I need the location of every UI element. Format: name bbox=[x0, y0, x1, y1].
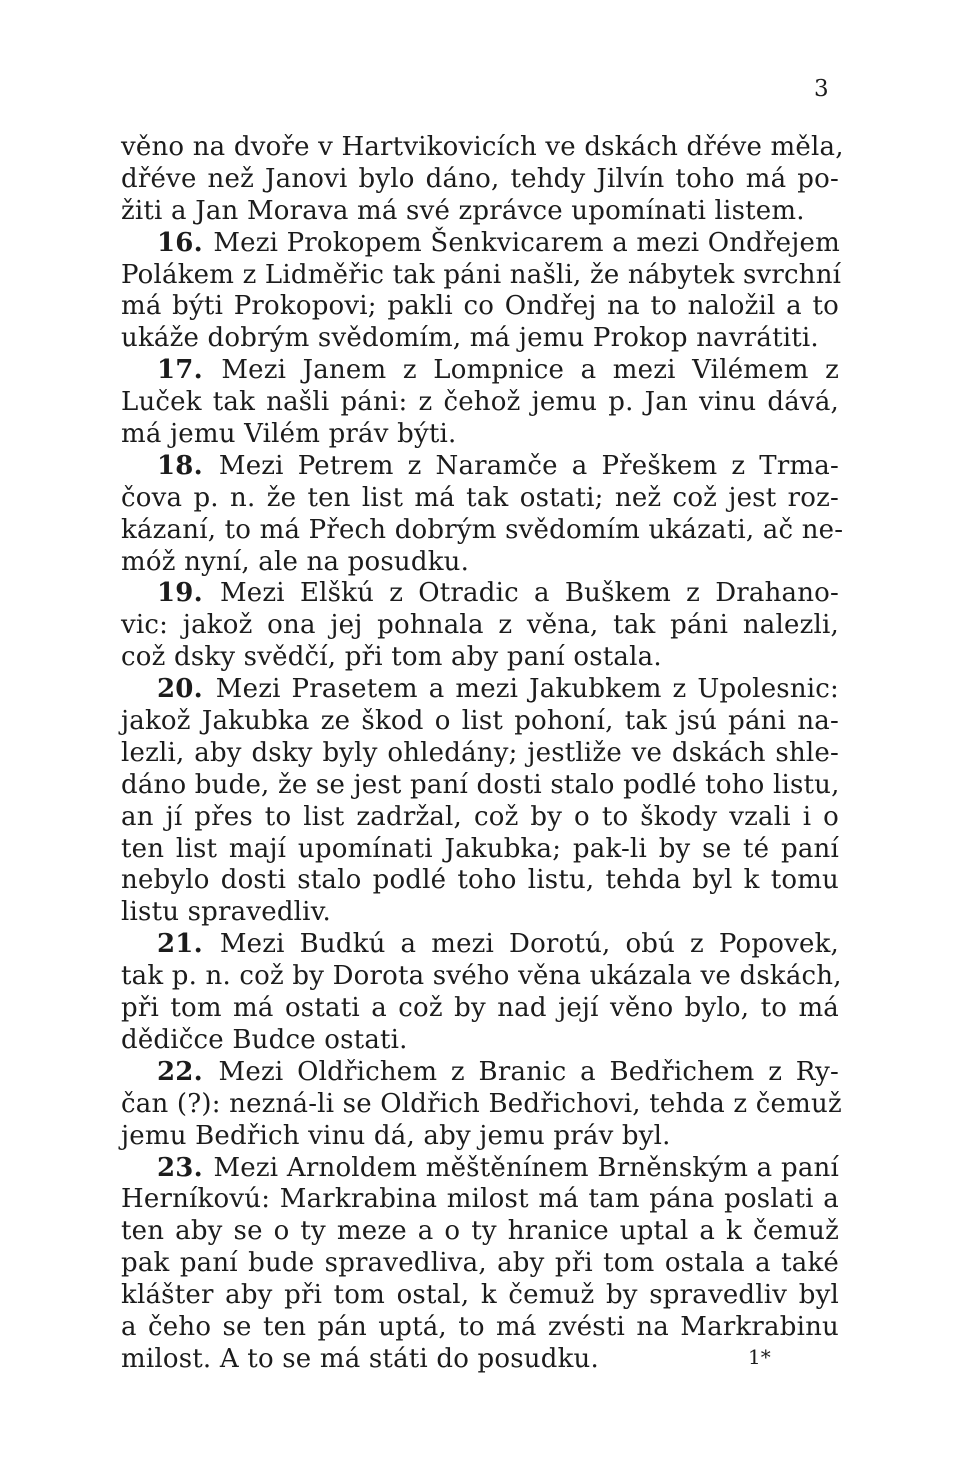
text-line bbox=[121, 610, 839, 642]
line-text: Mezi Elškú z Otradic a Buškem z Drahano- bbox=[219, 578, 839, 609]
line-text: Mezi Oldřichem z Branic a Bedřichem z Ry- bbox=[218, 1056, 839, 1087]
paragraph-number: 19. bbox=[157, 578, 203, 609]
text-line bbox=[121, 259, 842, 292]
paragraph-number: 22. bbox=[157, 1056, 203, 1087]
line-text: dědičce Budce ostati. bbox=[121, 1024, 408, 1055]
page-number: 3 bbox=[814, 76, 829, 102]
line-text: Mezi Arnoldem měštěnínem Brněnským a paní bbox=[213, 1152, 839, 1183]
paragraph-number: 18. bbox=[157, 450, 203, 481]
line-text: má jemu Vilém práv býti. bbox=[121, 419, 457, 450]
line-text: pak paní bude spravedliva, aby při tom ostala a také bbox=[121, 1248, 839, 1279]
line-text: kázaní, to má Přech dobrým svědomím ukázati, ač ne- bbox=[121, 514, 844, 545]
line-text: při tom má ostati a což by nad její věno bylo, to má bbox=[121, 993, 839, 1024]
signature-mark: 1* bbox=[748, 1345, 771, 1369]
line-text: ten aby se o ty meze a o ty hranice uptal a k čemuž bbox=[121, 1216, 839, 1247]
text-line bbox=[121, 865, 839, 897]
text-line bbox=[121, 578, 839, 610]
text-line bbox=[121, 1057, 839, 1089]
text-line bbox=[121, 164, 839, 196]
line-text: an jí přes to list zadržal, což by o to škody vzali i o bbox=[121, 801, 839, 832]
text-line bbox=[121, 1121, 839, 1153]
line-text: čan (?): nezná-li se Oldřich Bedřichovi, tehda z čemuž bbox=[121, 1088, 842, 1119]
text-line bbox=[121, 674, 839, 706]
text-line bbox=[121, 1280, 839, 1312]
text-line bbox=[121, 897, 839, 929]
text-line bbox=[121, 929, 839, 961]
line-text: čova p. n. že ten list má tak ostati; než což jest roz- bbox=[121, 482, 839, 513]
line-text: dřéve než Janovi bylo dáno, tehdy Jilvín toho má po- bbox=[121, 163, 839, 194]
text-line bbox=[121, 451, 839, 483]
text-line bbox=[121, 738, 839, 770]
text-line bbox=[121, 802, 839, 834]
line-text: Mezi Prokopem Šenkvicarem a mezi Ondřejem bbox=[213, 227, 840, 258]
text-line bbox=[121, 483, 839, 515]
line-text: tak p. n. což by Dorota svého věna ukázala ve dskách, bbox=[121, 961, 842, 992]
line-text: nebylo dosti stalo podlé toho listu, tehda byl k tomu bbox=[121, 865, 839, 896]
line-text: listu spravedliv. bbox=[121, 897, 331, 928]
text-line bbox=[121, 642, 839, 674]
line-text: Mezi Janem z Lompnice a mezi Vilémem z bbox=[221, 355, 839, 386]
text-line bbox=[121, 355, 839, 387]
text-line bbox=[121, 1088, 842, 1121]
line-text: a čeho se ten pán uptá, to má zvésti na Markrabinu bbox=[121, 1311, 839, 1342]
text-line bbox=[121, 1312, 839, 1344]
line-text: což dsky svědčí, při tom aby paní ostala. bbox=[121, 642, 662, 673]
text-line bbox=[121, 387, 839, 419]
line-text: Mezi Prasetem a mezi Jakubkem z Upolesnic: bbox=[215, 674, 839, 705]
line-text: Mezi Budkú a mezi Dorotú, obú z Popovek, bbox=[219, 929, 839, 960]
line-text: Mezi Petrem z Naramče a Přeškem z Trma- bbox=[218, 450, 839, 481]
line-text: ukáže dobrým svědomím, má jemu Prokop navrátiti. bbox=[121, 323, 819, 354]
paragraph-number: 20. bbox=[157, 674, 203, 705]
text-line bbox=[121, 1153, 839, 1185]
text-line bbox=[121, 514, 844, 547]
text-line bbox=[121, 196, 839, 228]
line-text: klášter aby při tom ostal, k čemuž by spravedliv byl bbox=[121, 1280, 839, 1311]
line-text: věno na dvoře v Hartvikovicích ve dskách dřéve měla, bbox=[121, 132, 844, 162]
paragraph-number: 23. bbox=[157, 1152, 203, 1183]
line-text: má býti Prokopovi; pakli co Ondřej na to naložil a to bbox=[121, 291, 839, 322]
line-text: ten list mají upomínati Jakubka; pak-li by se té paní bbox=[121, 833, 839, 864]
paragraph-number: 21. bbox=[157, 929, 203, 960]
text-line bbox=[121, 834, 839, 866]
text-line bbox=[121, 706, 839, 738]
text-line bbox=[121, 1025, 839, 1057]
line-text: milost. A to se má státi do posudku. bbox=[121, 1343, 599, 1374]
text-line bbox=[121, 419, 839, 451]
text-line bbox=[121, 1344, 839, 1376]
line-text: móž nyní, ale na posudku. bbox=[121, 546, 470, 577]
text-line bbox=[121, 1216, 839, 1248]
line-text: jemu Bedřich vinu dá, aby jemu práv byl. bbox=[121, 1120, 671, 1151]
text-line bbox=[121, 770, 839, 802]
text-line bbox=[121, 323, 839, 355]
text-line bbox=[121, 291, 839, 323]
paragraph-number: 17. bbox=[157, 355, 203, 386]
line-text: Polákem z Lidměřic tak páni našli, že nábytek svrchní bbox=[121, 259, 842, 290]
text-line bbox=[121, 1248, 839, 1280]
line-text: vic: jakož ona jej pohnala z věna, tak páni nalezli, bbox=[121, 610, 839, 641]
text-line bbox=[121, 1184, 839, 1216]
text-line bbox=[121, 993, 839, 1025]
line-text: dáno bude, že se jest paní dosti stalo podlé toho listu, bbox=[121, 769, 840, 800]
text-line bbox=[121, 547, 839, 579]
line-text: lezli, aby dsky byly ohledány; jestliže ve dskách shle- bbox=[121, 737, 839, 768]
line-text: žiti a Jan Morava má své zprávce upomínati listem. bbox=[121, 195, 805, 226]
line-text: Luček tak našli páni: z čehož jemu p. Jan vinu dává, bbox=[121, 387, 839, 418]
paragraph-number: 16. bbox=[157, 227, 203, 258]
text-line bbox=[121, 228, 839, 260]
text-line bbox=[121, 132, 844, 164]
text-line bbox=[121, 961, 842, 993]
document-body bbox=[121, 132, 844, 1376]
line-text: jakož Jakubka ze škod o list pohoní, tak jsú páni na- bbox=[121, 706, 839, 737]
line-text: Herníkovú: Markrabina milost má tam pána poslati a bbox=[121, 1184, 839, 1215]
